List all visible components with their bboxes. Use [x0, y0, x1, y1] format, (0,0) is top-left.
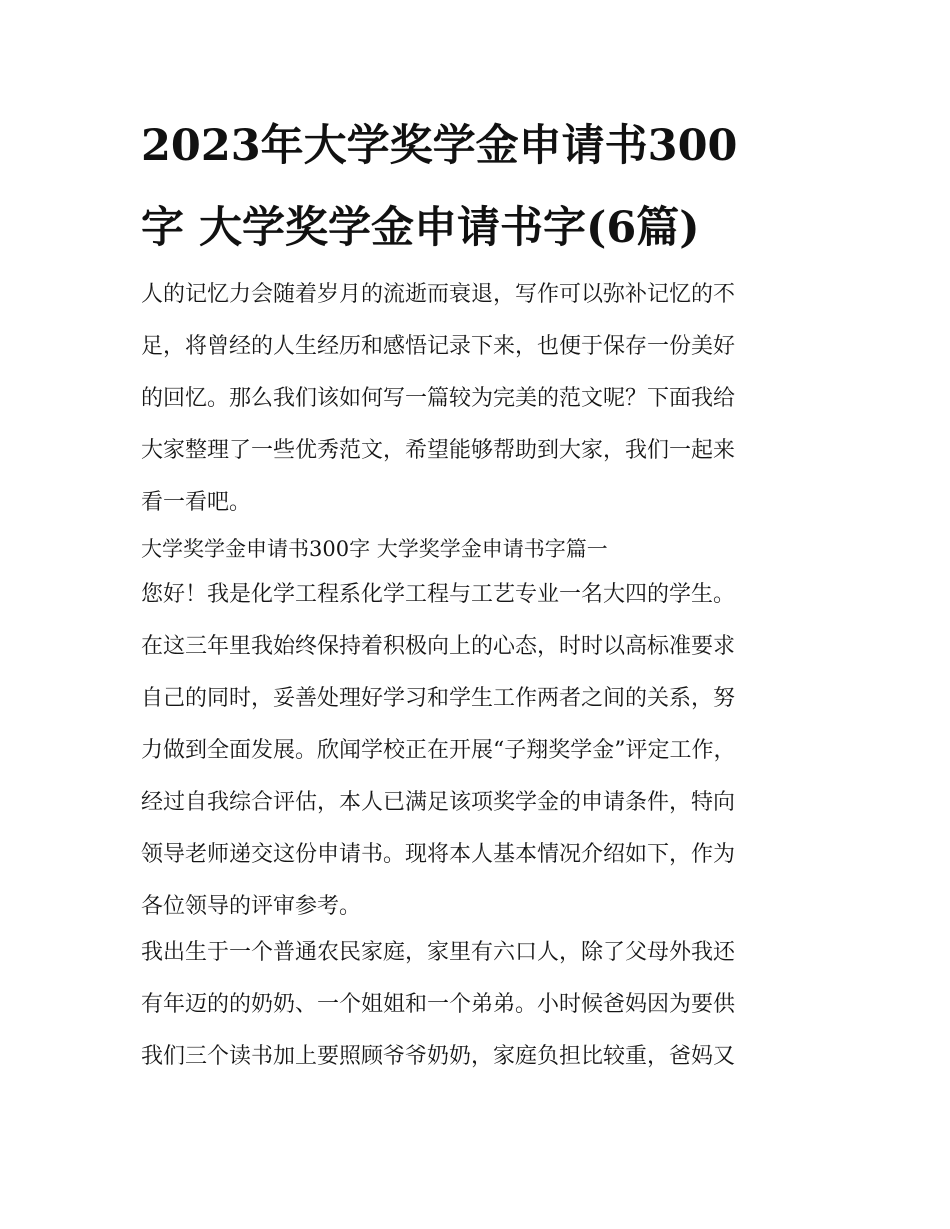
paragraph-line: 在这三年里我始终保持着积极向上的心态，时时以高标准要求 — [141, 634, 736, 659]
paragraph-line: 我出生于一个普通农民家庭，家里有六口人，除了父母外我还 — [141, 940, 736, 965]
paragraph-line: 自己的同时，妥善处理好学习和学生工作两者之间的关系，努 — [141, 686, 736, 711]
intro-line: 人的记忆力会随着岁月的流逝而衰退，写作可以弥补记忆的不 — [141, 282, 736, 307]
document-body — [141, 283, 811, 1069]
intro-line: 大家整理了一些优秀范文，希望能够帮助到大家，我们一起来 — [141, 438, 736, 463]
document-content — [141, 120, 811, 1097]
title-line: 字 大学奖学金申请书字(6篇) — [141, 203, 700, 253]
paragraph-line: 各位领导的评审参考。 — [141, 894, 362, 919]
paragraph-line: 力做到全面发展。欣闻学校正在开展“子翔奖学金”评定工作， — [141, 738, 736, 763]
intro-line: 看一看吧。 — [141, 490, 252, 515]
intro-line: 的回忆。那么我们该如何写一篇较为完美的范文呢？下面我给 — [141, 386, 736, 411]
title-line: 2023年大学奖学金申请书300 — [141, 121, 738, 171]
paragraph-line: 领导老师递交这份申请书。现将本人基本情况介绍如下，作为 — [141, 842, 736, 867]
greeting-line: 您好！我是化学工程系化学工程与工艺专业一名大四的学生。 — [141, 582, 736, 607]
paragraph-line: 我们三个读书加上要照顾爷爷奶奶，家庭负担比较重，爸妈又 — [141, 1044, 736, 1069]
paragraph-line: 经过自我综合评估，本人已满足该项奖学金的申请条件，特向 — [141, 790, 736, 815]
section-heading: 大学奖学金申请书300字 大学奖学金申请书字篇一 — [141, 537, 608, 561]
intro-line: 足，将曾经的人生经历和感悟记录下来，也便于保存一份美好 — [141, 334, 736, 359]
paragraph-line: 有年迈的的奶奶、一个姐姐和一个弟弟。小时候爸妈因为要供 — [141, 992, 736, 1017]
document-title — [141, 120, 811, 255]
